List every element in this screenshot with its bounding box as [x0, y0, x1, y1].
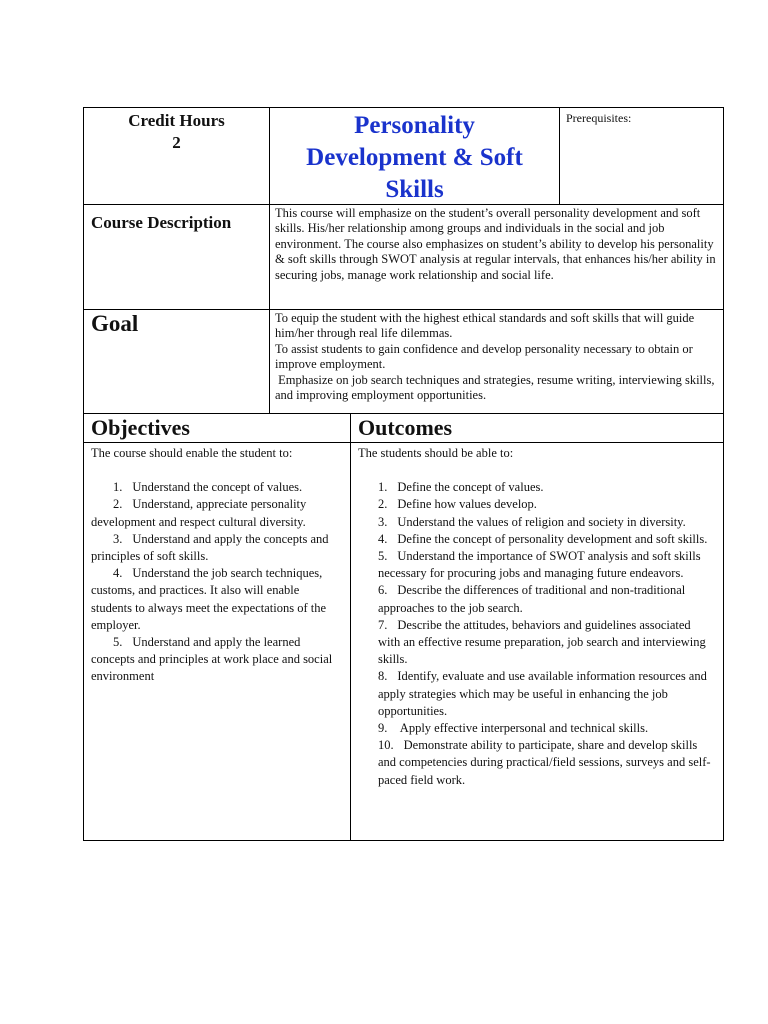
- list-item: [358, 548, 716, 582]
- list-item-text: Demonstrate ability to participate, share and develop skills and competencies during practical/field sessions, surveys and self-paced field work.: [378, 738, 711, 787]
- credit-hours-label: Credit Hours: [128, 111, 225, 130]
- list-item-number: 4.: [113, 566, 123, 581]
- list-item: [358, 737, 716, 789]
- list-item-text: Understand the importance of SWOT analysis and soft skills necessary for procuring jobs and managing future endeavors.: [378, 549, 701, 581]
- list-item-text: Identify, evaluate and use available information resources and apply strategies which may be useful in enhancing the job opportunities.: [378, 669, 707, 718]
- list-item-number: 7.: [378, 617, 388, 632]
- prerequisites-cell: [559, 107, 724, 205]
- list-item-text: Describe the attitudes, behaviors and guidelines associated with an effective resume preparation, job search and interviewing skills.: [378, 617, 706, 667]
- list-item: [358, 531, 716, 548]
- list-item-number: 2.: [378, 497, 388, 512]
- list-item: [358, 514, 716, 531]
- credit-hours-value: 2: [172, 133, 181, 152]
- list-item-text: Define how values develop.: [397, 497, 537, 512]
- list-item: [358, 496, 716, 513]
- list-item: [91, 496, 343, 530]
- list-item: [91, 531, 343, 565]
- credit-hours-cell: [83, 107, 270, 205]
- list-item: [358, 617, 716, 669]
- list-item-text: Understand the job search techniques, customs, and practices. It also will enable students to always meet the expectations of the employer.: [91, 566, 327, 632]
- list-item: [91, 565, 343, 634]
- list-item-number: 8.: [378, 669, 388, 684]
- goal-paragraph: To assist students to gain confidence and develop personality necessary to obtain or improve employment.: [275, 341, 693, 372]
- list-item: [91, 479, 343, 496]
- goal-paragraph: To equip the student with the highest ethical standards and soft skills that will guide him/her through real life dilemmas.: [275, 311, 695, 341]
- list-item-number: 4.: [378, 531, 388, 546]
- objectives-heading: Objectives: [83, 413, 351, 443]
- goal-text: [269, 309, 724, 414]
- list-item: [358, 668, 716, 720]
- list-item: [91, 634, 343, 686]
- outcomes-list-cell: [350, 442, 724, 841]
- objectives-list-cell: [83, 442, 351, 841]
- course-description-text: This course will emphasize on the student’s overall personality development and soft skills. His/her relationship among groups and individuals in the social and job environment. The course also emphasizes on student’s ability to develop his personality & soft skills through SWOT analysis at regular intervals, that enhances his/her ability in securing jobs, manage work relationship and social life.: [269, 204, 724, 310]
- list-item-text: Understand the values of religion and society in diversity.: [397, 514, 686, 529]
- list-item: [358, 479, 716, 496]
- list-item-text: Define the concept of values.: [397, 480, 544, 495]
- course-title-line-2: Development & Soft: [306, 144, 523, 171]
- list-item: [358, 582, 716, 616]
- list-item-number: 5.: [113, 635, 123, 650]
- course-title-cell: [269, 107, 560, 205]
- list-item: [358, 720, 716, 737]
- list-item-text: Understand and apply the concepts and principles of soft skills.: [91, 531, 329, 564]
- outcomes-list: [358, 479, 716, 789]
- course-description-label: Course Description: [83, 204, 270, 310]
- list-item-text: Understand, appreciate personality development and respect cultural diversity.: [91, 497, 307, 529]
- list-item-number: 5.: [378, 549, 388, 564]
- course-title-line-3: Skills: [385, 176, 444, 203]
- list-item-text: Describe the differences of traditional and non-traditional approaches to the job search.: [378, 583, 686, 615]
- goal-label: Goal: [83, 309, 270, 414]
- list-item-text: Define the concept of personality development and soft skills.: [397, 531, 708, 546]
- list-item-number: 2.: [113, 497, 123, 512]
- list-item-text: Apply effective interpersonal and technical skills.: [397, 721, 649, 736]
- list-item-number: 10.: [378, 738, 394, 753]
- list-item-number: 9.: [378, 721, 388, 736]
- prerequisites-label: Prerequisites:: [566, 111, 632, 125]
- list-item-text: Understand and apply the learned concepts and principles at work place and social environment: [91, 635, 333, 684]
- outcomes-heading: Outcomes: [350, 413, 724, 443]
- objectives-list: [91, 479, 343, 685]
- list-item-number: 1.: [113, 480, 123, 495]
- goal-paragraph: Emphasize on job search techniques and strategies, resume writing, interviewing skills, and improving employment opportunities.: [275, 372, 718, 403]
- list-item-number: 3.: [378, 514, 388, 529]
- list-item-number: 1.: [378, 480, 388, 495]
- list-item-text: Understand the concept of values.: [132, 480, 303, 495]
- outcomes-intro: The students should be able to:: [358, 446, 514, 460]
- list-item-number: 6.: [378, 583, 388, 598]
- course-title-line-1: Personality: [354, 112, 475, 139]
- list-item-number: 3.: [113, 531, 123, 546]
- objectives-intro: The course should enable the student to:: [91, 446, 293, 460]
